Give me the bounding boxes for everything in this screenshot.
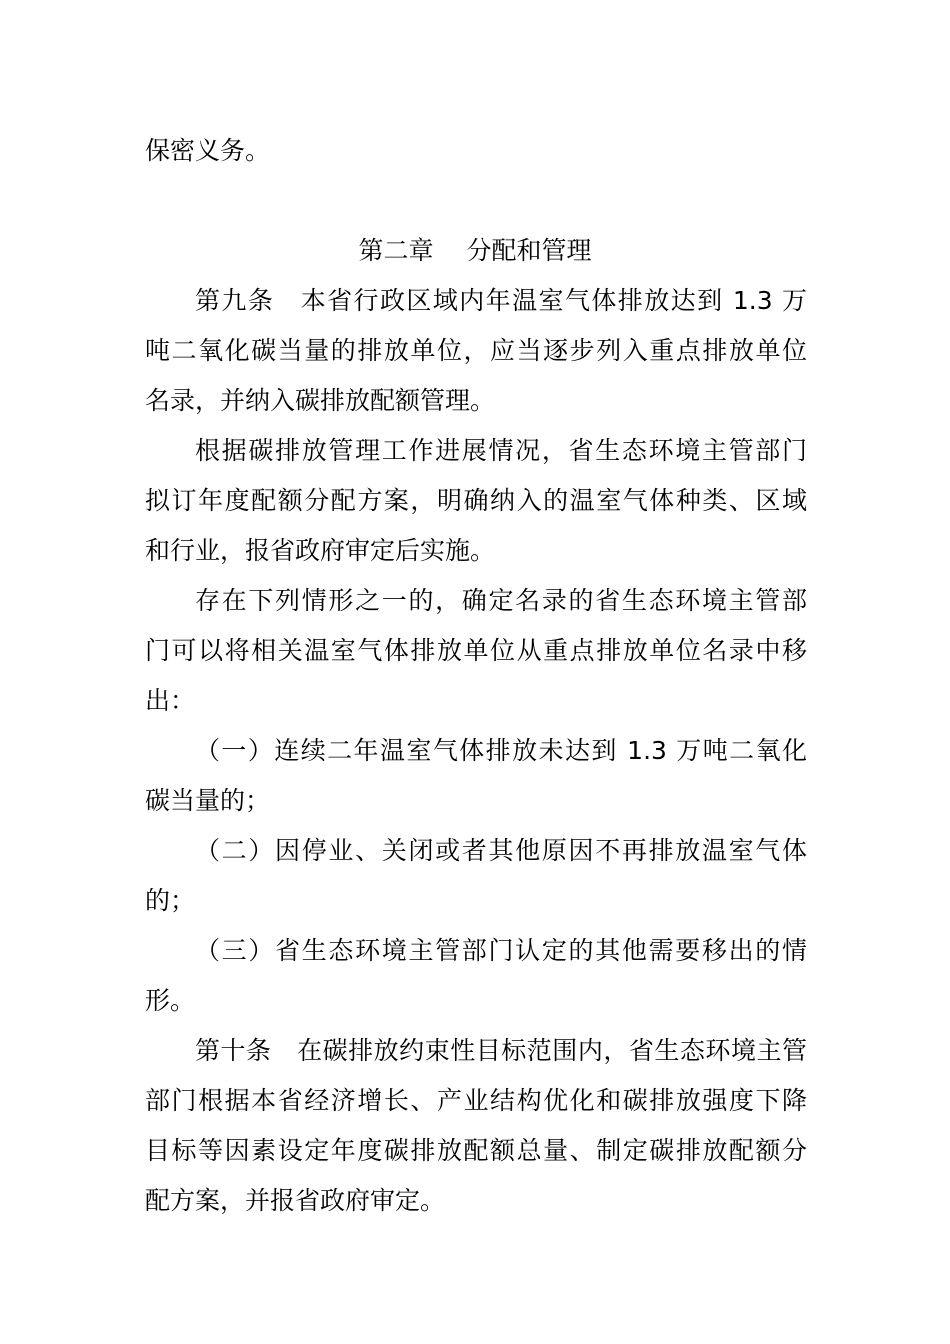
article-9-line-1: 第九条 本省行政区域内年温室气体排放达到 1.3 万 xyxy=(195,286,807,315)
article-9-para3-line-3: 出： xyxy=(145,686,196,715)
article-9-para3-line-1: 存在下列情形之一的，确定名录的省生态环境主管部 xyxy=(195,586,807,615)
article-10-line-3: 目标等因素设定年度碳排放配额总量、制定碳排放配额分 xyxy=(145,1136,807,1165)
article-10-line-4: 配方案，并报省政府审定。 xyxy=(145,1186,446,1215)
article-9-para2-line-2: 拟订年度配额分配方案，明确纳入的温室气体种类、区域 xyxy=(145,486,807,515)
item-3-line-2: 形。 xyxy=(145,986,196,1015)
article-9-para3-line-2: 门可以将相关温室气体排放单位从重点排放单位名录中移 xyxy=(145,636,807,665)
article-10-line-2: 部门根据本省经济增长、产业结构优化和碳排放强度下降 xyxy=(145,1086,807,1115)
item-2-line-2: 的； xyxy=(145,886,196,915)
article-9-para2-line-1: 根据碳排放管理工作进展情况，省生态环境主管部门 xyxy=(195,436,807,465)
article-9-line-3: 名录，并纳入碳排放配额管理。 xyxy=(145,386,496,415)
item-2-line-1: （二）因停业、关闭或者其他原因不再排放温室气体 xyxy=(195,836,807,865)
chapter-heading: 第二章 分配和管理 xyxy=(358,236,592,265)
article-10-line-1: 第十条 在碳排放约束性目标范围内，省生态环境主管 xyxy=(195,1036,807,1065)
article-9-para2-line-3: 和行业，报省政府审定后实施。 xyxy=(145,536,496,565)
text-line-previous-paragraph-end: 保密义务。 xyxy=(145,136,271,165)
item-1-line-2: 碳当量的； xyxy=(145,786,271,815)
item-1-line-1: （一）连续二年温室气体排放未达到 1.3 万吨二氧化 xyxy=(195,736,807,765)
article-9-line-2: 吨二氧化碳当量的排放单位，应当逐步列入重点排放单位 xyxy=(145,336,807,365)
item-3-line-1: （三）省生态环境主管部门认定的其他需要移出的情 xyxy=(195,936,807,965)
